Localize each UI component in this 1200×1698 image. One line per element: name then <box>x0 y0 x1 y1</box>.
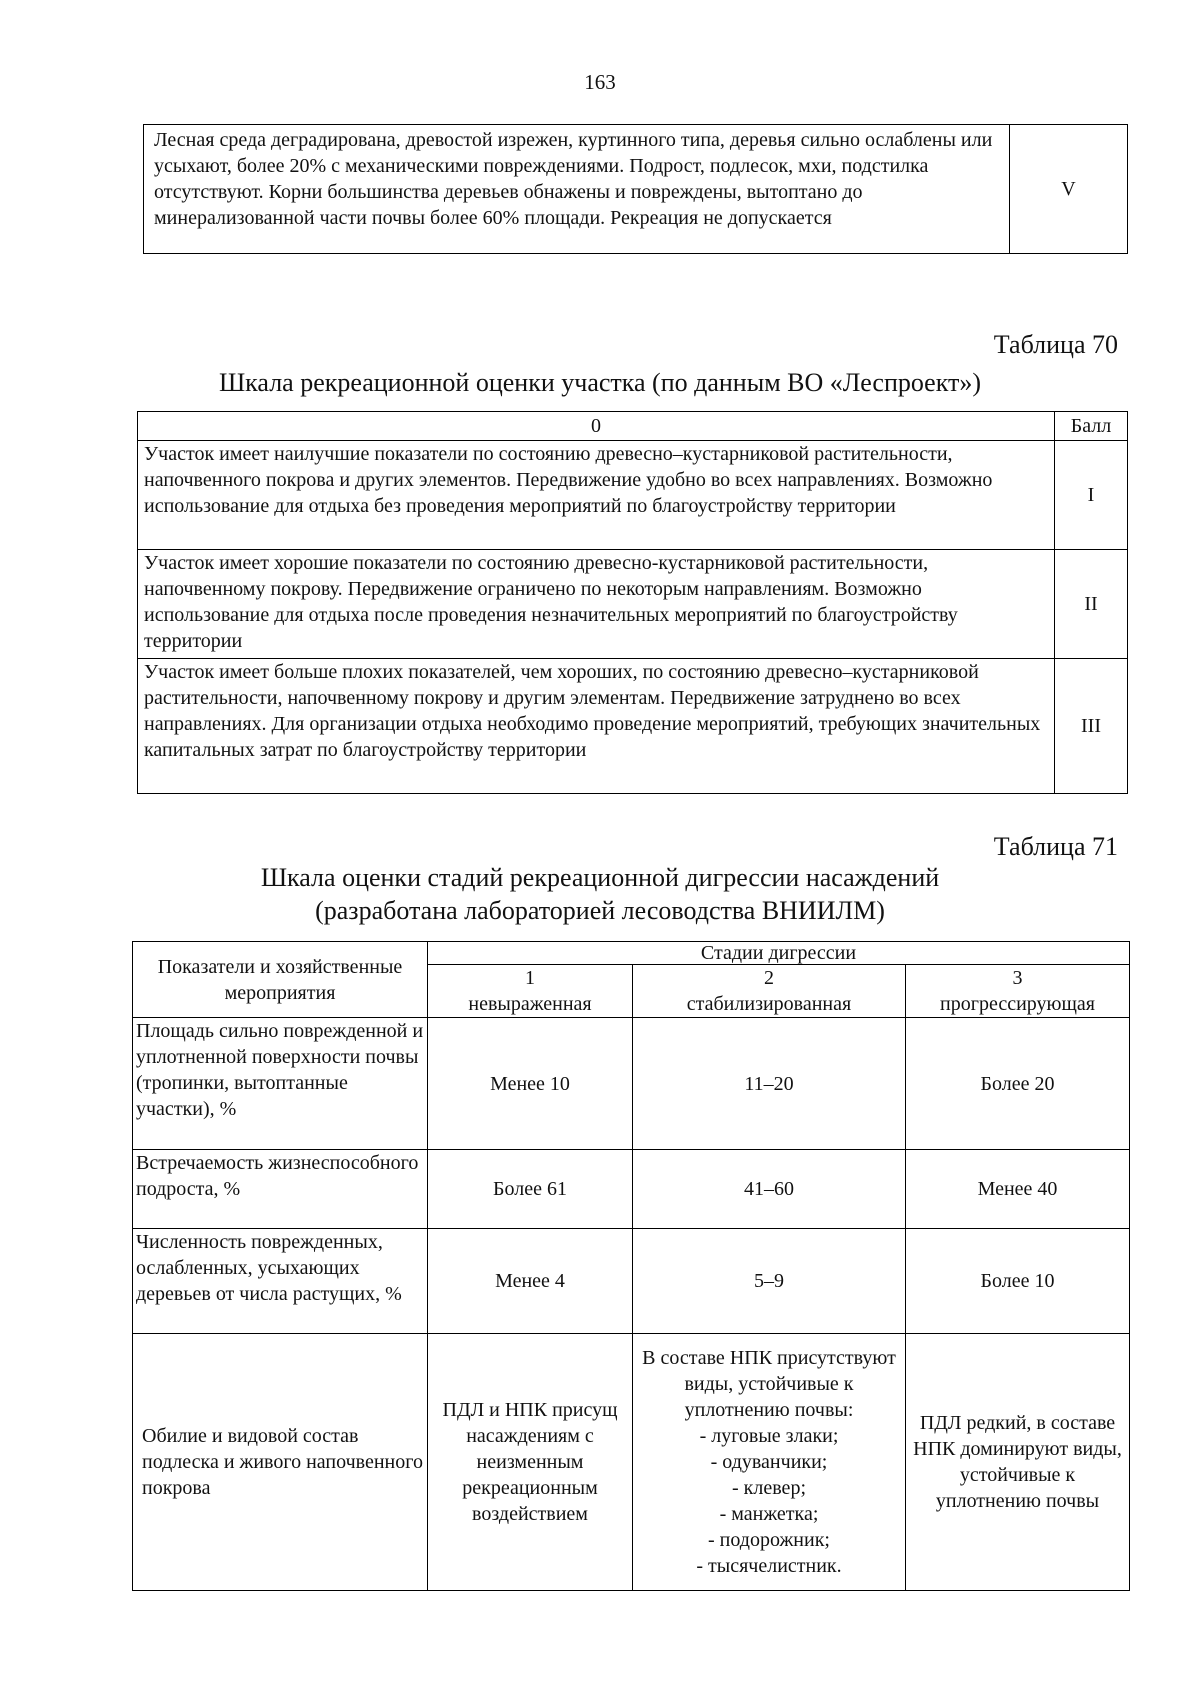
table-row <box>133 1150 1130 1229</box>
table-header-row <box>138 412 1128 441</box>
table-title: (разработана лабораторией лесоводства ВНИИЛМ) <box>315 896 885 925</box>
table-cell-value: 11–20 <box>633 1018 906 1150</box>
stage-name: стабилизированная <box>686 993 852 1015</box>
table-header-row <box>133 942 1130 965</box>
table-title: Шкала оценки стадий рекреационной дигрессии насаждений <box>260 863 940 892</box>
table-row <box>138 441 1128 550</box>
list-item: - клевер; <box>732 1477 806 1499</box>
table-cell-indicator: Встречаемость жизнеспособного подроста, % <box>133 1150 428 1229</box>
list-item: - луговые злаки; <box>699 1425 839 1447</box>
stage-number: 2 <box>764 967 774 989</box>
table-cell-value: ПДЛ редкий, в составе НПК доминируют виды, устойчивые к уплотнению почвы <box>906 1334 1130 1591</box>
table-cell-mark: III <box>1055 659 1128 794</box>
continuation-table <box>143 124 1128 254</box>
table-cell-description: Участок имеет больше плохих показателей, чем хороших, по состоянию древесно–кустарниковой растительности, напочвенному покрову и другим элементам. Передвижение затруднено во всех направлениях. Для организации отдыха необходимо проведение мероприятий, требующих значительных капитальных затрат по благоустройству территории <box>138 659 1055 794</box>
digression-stages-table <box>132 941 1130 1591</box>
table-row <box>133 1018 1130 1150</box>
table-cell-mark: II <box>1055 550 1128 659</box>
table-cell-value: Более 10 <box>906 1229 1130 1334</box>
column-header: 0 <box>138 412 1055 441</box>
table-cell-value: Менее 4 <box>428 1229 633 1334</box>
table-cell-indicator: Численность поврежденных, ослабленных, усыхающих деревьев от числа растущих, % <box>133 1229 428 1334</box>
table-cell-indicator: Обилие и видовой состав подлеска и живого напочвенного покрова <box>133 1334 428 1591</box>
stage-name: прогрессирующая <box>940 993 1095 1015</box>
table-cell-indicator: Площадь сильно поврежденной и уплотненной поверхности почвы (тропинки, вытоптанные участки), % <box>133 1018 428 1150</box>
stage-header <box>428 965 633 1018</box>
table-row <box>133 1229 1130 1334</box>
table-cell-value: Менее 40 <box>906 1150 1130 1229</box>
table-cell-mark: I <box>1055 441 1128 550</box>
stage-header <box>633 965 906 1018</box>
column-header-stages: Стадии дигрессии <box>428 942 1130 965</box>
table-cell-value: 41–60 <box>633 1150 906 1229</box>
table-cell-value: Более 20 <box>906 1018 1130 1150</box>
column-header-score: Балл <box>1055 412 1128 441</box>
table-cell-description: Лесная среда деградирована, древостой изрежен, куртинного типа, деревья сильно ослаблены или усыхают, более 20% с механическими повреждениями. Подрост, подлесок, мхи, подстилка отсутствуют. Корни большинства деревьев обнажены и повреждены, вытоптано до минерализованной части почвы более 60% площади. Рекреация не допускается <box>144 125 1010 254</box>
page-number: 163 <box>584 70 616 94</box>
table-cell-description: Участок имеет наилучшие показатели по состоянию древесно–кустарниковой растительности, напочвенного покрова и других элементов. Передвижение удобно во всех направлениях. Возможно использование для отдыха без проведения мероприятий по благоустройству территории <box>138 441 1055 550</box>
table-number: Таблица 71 <box>993 832 1118 861</box>
table-cell-value: Менее 10 <box>428 1018 633 1150</box>
table-cell-value: ПДЛ и НПК присущ насаждениям с неизменным рекреационным воздействием <box>428 1334 633 1591</box>
table-cell-value-list <box>633 1334 906 1591</box>
table-number: Таблица 70 <box>993 330 1118 359</box>
table-row <box>144 125 1128 254</box>
table-cell-mark: V <box>1010 125 1128 254</box>
table-row <box>138 659 1128 794</box>
column-header-indicators: Показатели и хозяйственные мероприятия <box>133 942 428 1018</box>
stage-number: 1 <box>525 967 535 989</box>
stage-name: невыраженная <box>468 993 592 1015</box>
table-title: Шкала рекреационной оценки участка (по данным ВО «Леспроект») <box>218 368 982 397</box>
list-item: - манжетка; <box>719 1503 819 1525</box>
table-cell-description: Участок имеет хорошие показатели по состоянию древесно-кустарниковой растительности, напочвенному покрову. Передвижение ограничено по некоторым направлениям. Возможно использование для отдыха после проведения незначительных мероприятий по благоустройству территории <box>138 550 1055 659</box>
stage-header <box>906 965 1130 1018</box>
cell-intro: В составе НПК присутствуют виды, устойчивые к уплотнению почвы: <box>642 1347 896 1421</box>
table-cell-value: 5–9 <box>633 1229 906 1334</box>
list-item: - подорожник; <box>708 1529 830 1551</box>
list-item: - одуванчики; <box>710 1451 828 1473</box>
table-row <box>133 1334 1130 1591</box>
recreation-score-table <box>137 411 1128 794</box>
stage-number: 3 <box>1012 967 1023 989</box>
table-cell-value: Более 61 <box>428 1150 633 1229</box>
table-row <box>138 550 1128 659</box>
list-item: - тысячелистник. <box>696 1555 842 1577</box>
